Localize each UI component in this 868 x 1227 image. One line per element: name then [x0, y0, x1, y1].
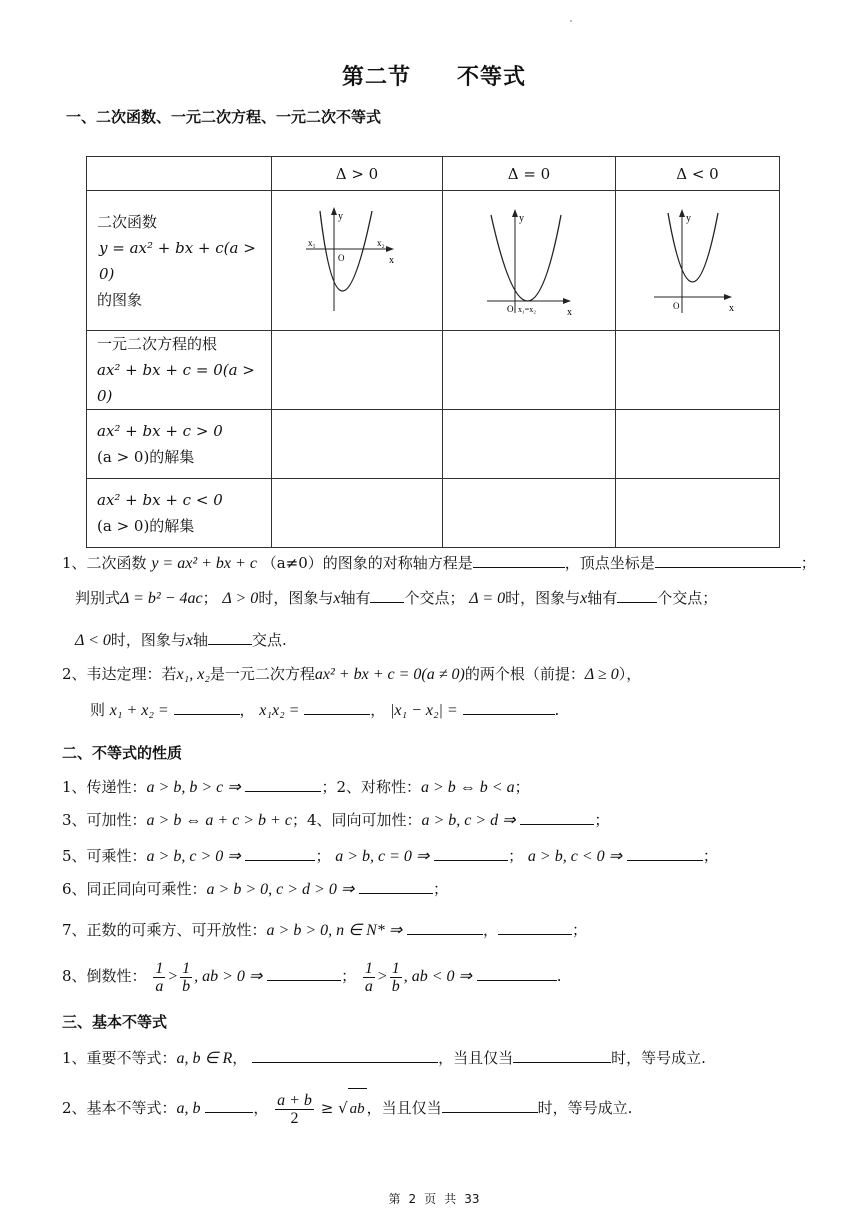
- prop-line3: [62, 846, 718, 867]
- row2-line2: ax² + bx + c = 0(a > 0): [97, 361, 255, 405]
- cell-gt-zero: [443, 410, 616, 479]
- blank-reciprocal-pos[interactable]: [267, 966, 341, 981]
- blank-same-direction-add[interactable]: [520, 810, 594, 825]
- prop8-end: .: [556, 967, 562, 985]
- axis-y-label: y: [519, 213, 524, 224]
- blank-mult-zero[interactable]: [434, 846, 508, 861]
- item1-text-a: 1、二次函数: [62, 554, 147, 572]
- item2-a: 2、韦达定理：若: [62, 665, 177, 683]
- fraction-1-over-a: [153, 960, 165, 995]
- prop4-math: a > b, c > d ⇒: [421, 812, 516, 829]
- prop3-math: a > b ⇔ a + c > b + c: [146, 812, 292, 829]
- prop7-math: a > b > 0, n ∈ N* ⇒: [266, 922, 403, 939]
- prop8-math1: , ab > 0 ⇒: [194, 968, 263, 985]
- header-delta-positive: Δ > 0: [272, 157, 443, 191]
- prop4-end: ；: [594, 811, 610, 829]
- cell-lt-zero: [443, 479, 616, 548]
- item1-x2: x: [580, 590, 588, 607]
- prop5-math3: a > b, c < 0 ⇒: [527, 848, 623, 865]
- item1-l2i: 轴有: [587, 589, 618, 607]
- footer-total-pages: 33: [464, 1192, 480, 1206]
- blank-root[interactable]: [498, 920, 572, 935]
- prop5-sep2: ；: [508, 847, 524, 865]
- cell-roots-positive: [272, 331, 443, 410]
- cell-roots-zero: [443, 331, 616, 410]
- prop8-math2: , ab < 0 ⇒: [403, 968, 472, 985]
- origin-label: O: [507, 304, 514, 314]
- blank-important-inequality[interactable]: [252, 1048, 438, 1063]
- item2-diff: |x₁ − x₂| =: [390, 702, 458, 719]
- ge-sign: ≥: [320, 1099, 334, 1117]
- basic1-math: a, b ∈ R: [176, 1050, 233, 1067]
- footer-a: 第: [388, 1192, 401, 1206]
- frac-num: 1: [364, 959, 373, 977]
- blank-positive-mult[interactable]: [359, 879, 433, 894]
- row3-line1: ax² + bx + c > 0: [97, 422, 223, 440]
- item2-end: .: [554, 701, 560, 719]
- basic2-math: a, b: [176, 1100, 201, 1117]
- gt-sign-1: >: [167, 968, 179, 985]
- item2-product: x₁x₂ =: [259, 702, 300, 719]
- blank-power[interactable]: [407, 920, 483, 935]
- quadratic-table: [86, 156, 780, 548]
- blank-transitivity[interactable]: [245, 777, 321, 792]
- item1-expr: y = ax² + bx + c: [151, 555, 257, 572]
- prop5-math1: a > b, c > 0 ⇒: [146, 848, 241, 865]
- double-root-label: x₁=x₂: [518, 305, 537, 314]
- header-delta-zero: Δ = 0: [443, 157, 616, 191]
- cell-roots-negative: [616, 331, 780, 410]
- item1-delta-neg: Δ < 0: [75, 632, 111, 649]
- gt-sign-2: >: [376, 968, 388, 985]
- item2-c: 的两个根（前提：: [464, 665, 585, 683]
- axis-x-label: x: [567, 307, 572, 318]
- prop7-end: ；: [571, 921, 587, 939]
- prop5-end: ；: [702, 847, 718, 865]
- basic-ineq-line1: [62, 1048, 706, 1069]
- blank-ab-condition[interactable]: [205, 1098, 253, 1113]
- fraction-1-over-b: [180, 960, 192, 995]
- blank-mult-positive[interactable]: [245, 846, 315, 861]
- prop6-end: ；: [433, 880, 449, 898]
- frac-num: 1: [182, 959, 191, 977]
- cell-lt-positive: [272, 479, 443, 548]
- row1-line2: y = ax² + bx + c(a > 0): [99, 238, 256, 283]
- item1-cond: （a≠0）的图象的对称轴方程是: [261, 554, 473, 572]
- item2-roots: x₁, x₂: [176, 666, 210, 683]
- prop-line5: [62, 920, 587, 941]
- blank-vertex[interactable]: [655, 553, 801, 568]
- item2-b: 是一元二次方程: [209, 665, 315, 683]
- prop8-label: 8、倒数性：: [62, 967, 147, 985]
- frac-den: a: [364, 977, 373, 995]
- header-delta-negative: Δ < 0: [616, 157, 780, 191]
- item1-l2h: 时，图象与: [505, 589, 581, 607]
- item1-x1: x: [333, 590, 341, 607]
- prop-line2: [62, 810, 609, 831]
- page-footer: [0, 1190, 868, 1207]
- basic-ineq-line2: [62, 1088, 632, 1129]
- cell-gt-positive: [272, 410, 443, 479]
- graph-cell-positive: [272, 191, 443, 331]
- prop-line4: [62, 879, 448, 900]
- section2-heading: 二、不等式的性质: [62, 744, 183, 762]
- prop5-label: 5、可乘性：: [62, 847, 147, 865]
- row-lt-label: [87, 479, 272, 548]
- sqrt-sign: √: [338, 1099, 348, 1117]
- graph-no-root: [616, 191, 779, 326]
- cell-lt-negative: [616, 479, 780, 548]
- page-title: [0, 60, 868, 91]
- frac-den: b: [182, 977, 191, 995]
- item2-sep1: ，: [239, 701, 255, 719]
- section3-heading: 三、基本不等式: [62, 1013, 168, 1031]
- basic2-end: 时，等号成立.: [537, 1099, 633, 1117]
- axis-x-label: x: [389, 255, 394, 266]
- origin-label: O: [338, 253, 345, 263]
- fraction-1-over-b: [390, 960, 402, 995]
- frac-num: 1: [391, 959, 400, 977]
- item1-l2e: 轴有: [340, 589, 371, 607]
- graph-cell-zero: [443, 191, 616, 331]
- blank-reciprocal-neg[interactable]: [477, 966, 557, 981]
- blank-equality-condition-2[interactable]: [442, 1098, 538, 1113]
- prop7-label: 7、正数的可乘方、可开放性：: [62, 921, 267, 939]
- axis-y-label: y: [686, 213, 691, 224]
- item2-d: ），: [618, 665, 642, 683]
- prop5-sep1: ；: [315, 847, 331, 865]
- graph-cell-negative: [616, 191, 780, 331]
- item2-sum: x₁ + x₂ =: [109, 702, 169, 719]
- prop2-math: a > b ⇔ b < a: [420, 779, 515, 796]
- item2-equation: ax² + bx + c = 0(a ≠ 0): [314, 666, 465, 683]
- scan-dot: [570, 20, 572, 22]
- origin-label: O: [673, 301, 680, 311]
- root-x1-label: x₁: [308, 238, 316, 248]
- item1-l2j: 个交点；: [657, 589, 718, 607]
- axis-x-label: x: [729, 303, 734, 314]
- sqrt-ab: ab: [348, 1088, 367, 1129]
- row-graph-label: [87, 191, 272, 331]
- prop1-math: a > b, b > c ⇒: [146, 779, 241, 796]
- blank-root-product[interactable]: [304, 700, 370, 715]
- item1-end: ；: [800, 554, 816, 572]
- graph-one-root: [443, 191, 615, 326]
- item1-line2: [75, 588, 717, 609]
- row2-line1: 一元二次方程的根: [97, 335, 218, 353]
- row3-line2: (a > 0)的解集: [97, 448, 195, 466]
- cell-gt-negative: [616, 410, 780, 479]
- blank-intersections-zero[interactable]: [617, 588, 657, 603]
- footer-c: 共: [444, 1192, 457, 1206]
- item2-sep2: ，: [370, 701, 386, 719]
- frac-num: 1: [155, 959, 164, 977]
- frac-den: a: [155, 977, 164, 995]
- fraction-a-plus-b-over-2: [275, 1092, 314, 1127]
- item2-cond: Δ ≥ 0: [584, 666, 619, 683]
- blank-mult-negative[interactable]: [627, 846, 703, 861]
- item1-l2b: ；: [202, 589, 218, 607]
- footer-page-number: 2: [408, 1192, 417, 1206]
- title-part1: 第二节: [341, 65, 411, 90]
- footer-b: 页: [424, 1192, 437, 1206]
- blank-root-diff[interactable]: [463, 700, 555, 715]
- prop5-math2: a > b, c = 0 ⇒: [335, 848, 430, 865]
- prop2-label: ；2、对称性：: [321, 778, 421, 796]
- basic1-sep: ，: [232, 1049, 248, 1067]
- fraction-1-over-a: [363, 960, 375, 995]
- prop7-sep: ，: [482, 921, 498, 939]
- row-gt-label: [87, 410, 272, 479]
- blank-intersections-pos[interactable]: [370, 588, 404, 603]
- item1-x3: x: [185, 632, 194, 649]
- row4-line2: (a > 0)的解集: [97, 517, 195, 535]
- blank-intersections-neg[interactable]: [208, 630, 252, 645]
- prop3-label: 3、可加性：: [62, 811, 147, 829]
- item1-l3d: 交点.: [252, 631, 287, 649]
- prop6-math: a > b > 0, c > d > 0 ⇒: [206, 881, 355, 898]
- item1-line1: [62, 553, 816, 574]
- frac-num-ab: a + b: [277, 1091, 312, 1109]
- item1-l3b: 时，图象与: [110, 631, 186, 649]
- basic2-sep: ，: [253, 1099, 269, 1117]
- section1-heading: 一、二次函数、一元二次方程、一元二次不等式: [66, 108, 382, 126]
- prop-line1: [62, 777, 530, 798]
- table-corner: [87, 157, 272, 191]
- basic1-label: 1、重要不等式：: [62, 1049, 177, 1067]
- blank-root-sum[interactable]: [174, 700, 240, 715]
- basic2-cond: ，当且仅当: [366, 1099, 442, 1117]
- frac-den: b: [391, 977, 400, 995]
- frac-den-2: 2: [290, 1109, 299, 1127]
- prop4-label: ；4、同向可加性：: [291, 811, 422, 829]
- item1-l3c: 轴: [193, 631, 209, 649]
- basic1-end: 时，等号成立.: [611, 1049, 706, 1067]
- prop8-sep: ；: [341, 967, 357, 985]
- row4-line1: ax² + bx + c < 0: [97, 491, 223, 509]
- item1-delta-pos: Δ > 0: [222, 590, 259, 607]
- prop1-label: 1、传递性：: [62, 778, 147, 796]
- item2-l2a: 则: [90, 701, 106, 719]
- prop6-label: 6、同正同向可乘性：: [62, 880, 207, 898]
- item1-delta-zero: Δ = 0: [469, 590, 506, 607]
- prop-line6: [62, 958, 561, 995]
- row1-line1: 二次函数: [97, 212, 158, 231]
- basic1-cond: ，当且仅当: [438, 1049, 514, 1067]
- blank-axis-equation[interactable]: [473, 553, 565, 568]
- root-x2-label: x₂: [377, 238, 385, 248]
- item2-line2: [90, 700, 559, 721]
- blank-equality-condition-1[interactable]: [513, 1048, 611, 1063]
- title-part2: 不等式: [457, 65, 527, 90]
- row-roots-label: [87, 331, 272, 410]
- item1-text-b: ，顶点坐标是: [564, 554, 655, 572]
- item1-l2f: 个交点；: [404, 589, 465, 607]
- item1-l2a: 判别式: [75, 589, 121, 607]
- item2-line1: [62, 664, 641, 685]
- basic2-label: 2、基本不等式：: [62, 1099, 177, 1117]
- axis-y-label: y: [338, 211, 343, 222]
- row1-line3: 的图象: [97, 290, 143, 309]
- item1-l2d: 时，图象与: [258, 589, 334, 607]
- graph-two-roots: [272, 191, 442, 326]
- item1-discriminant: Δ = b² − 4ac: [120, 590, 203, 607]
- item1-line3: [75, 630, 287, 651]
- prop2-end: ；: [514, 778, 530, 796]
